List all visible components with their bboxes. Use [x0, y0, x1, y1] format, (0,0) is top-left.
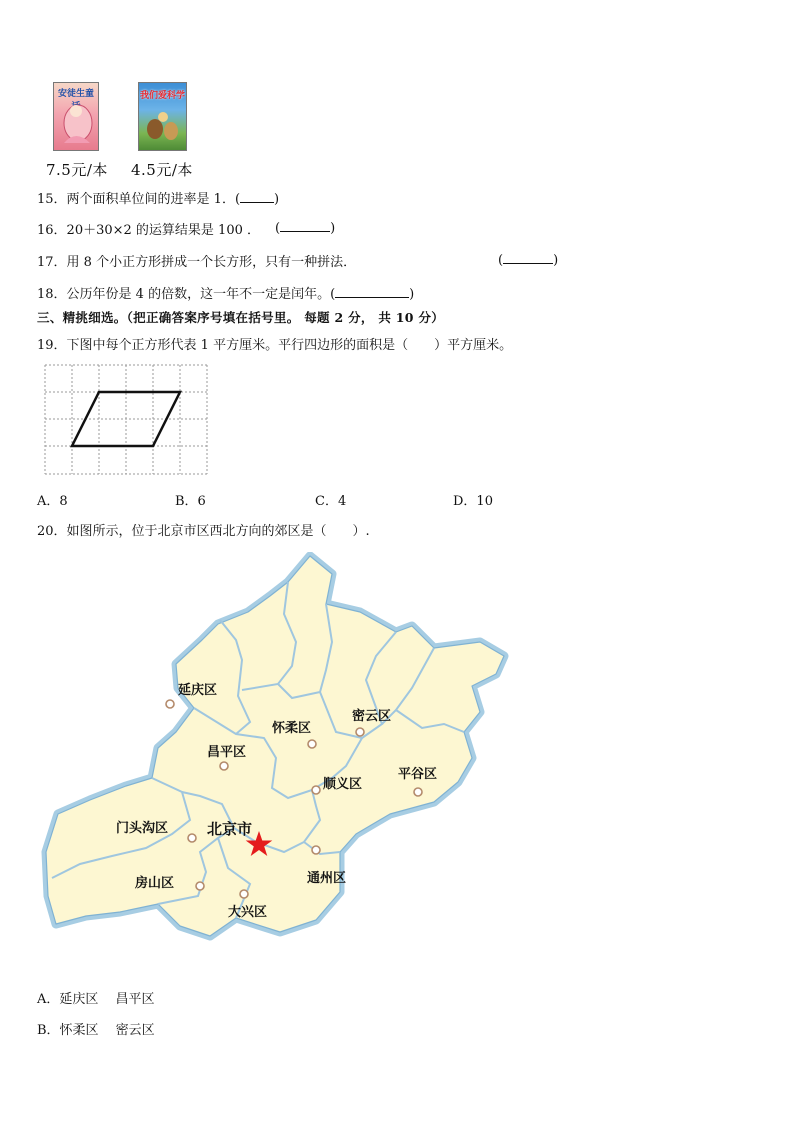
marker-huairou: [308, 740, 316, 748]
label-shunyi: 顺义区: [323, 777, 363, 792]
book-cover-title: 我们爱科学: [139, 91, 185, 101]
answer-blank[interactable]: [280, 219, 330, 232]
answer-blank[interactable]: [335, 285, 409, 298]
label-miyun: 密云区: [352, 709, 392, 724]
question-text: 用 8 个小正方形拼成一个长方形，只有一种拼法．: [66, 255, 357, 270]
option-b[interactable]: B．6: [175, 494, 206, 509]
open-paren: (: [498, 253, 504, 268]
question-19: 19．下图中每个正方形代表 1 平方厘米。平行四边形的面积是（ ）平方厘米。: [37, 338, 513, 353]
question-text: 20＋30×2 的运算结果是 100 ．: [66, 223, 261, 238]
question-text: 公历年份是 4 的倍数，这一年不一定是闰年。(: [66, 287, 336, 302]
book-cover-science: [138, 82, 187, 151]
option-b[interactable]: B．怀柔区 密云区: [37, 1023, 155, 1038]
question-16-answer: [275, 219, 335, 236]
close-paren: ): [553, 253, 559, 268]
fairy-illustration: [54, 83, 98, 150]
option-a[interactable]: A．延庆区 昌平区: [37, 992, 155, 1007]
marker-fangshan: [196, 882, 204, 890]
marker-miyun: [356, 728, 364, 736]
close-paren: ): [409, 287, 415, 302]
question-16: [37, 219, 260, 238]
answer-blank[interactable]: [503, 251, 553, 264]
question-number: 15．: [37, 192, 67, 207]
marker-pinggu: [414, 788, 422, 796]
question-18: [37, 283, 414, 302]
section-heading: 三、精挑细选。（把正确答案序号填在括号里。 每题 2 分， 共 10 分）: [37, 310, 445, 325]
close-paren: ): [330, 221, 336, 236]
marker-shunyi: [312, 786, 320, 794]
close-paren: ): [274, 192, 280, 207]
book-price-science: 4.5元/本: [131, 161, 193, 179]
beijing-district-map: [40, 552, 510, 977]
option-a[interactable]: A．8: [37, 494, 68, 509]
answer-blank[interactable]: [240, 190, 274, 203]
question-15: [37, 188, 279, 207]
label-fangshan: 房山区: [135, 876, 175, 891]
grid-parallelogram-figure: [44, 364, 210, 476]
question-text: 两个面积单位间的进率是 1．(: [66, 192, 241, 207]
question-number: 18．: [37, 287, 67, 302]
label-beijing: 北京市: [207, 820, 253, 838]
open-paren: (: [275, 221, 281, 236]
marker-mentougou: [188, 834, 196, 842]
question-17: [37, 251, 356, 270]
option-c[interactable]: C．4: [315, 494, 347, 509]
question-number: 16．: [37, 223, 67, 238]
label-changping: 昌平区: [207, 745, 247, 760]
question-20: 20．如图所示，位于北京市区西北方向的郊区是（ ）.: [37, 524, 370, 539]
question-number: 17．: [37, 255, 67, 270]
marker-changping: [220, 762, 228, 770]
label-daxing: 大兴区: [228, 905, 268, 920]
marker-tongzhou: [312, 846, 320, 854]
label-yanqing: 延庆区: [178, 683, 218, 698]
animals-illustration: [139, 83, 186, 150]
label-mentougou: 门头沟区: [116, 821, 169, 836]
book-price-andersen: 7.5元/本: [46, 161, 108, 179]
label-tongzhou: 通州区: [307, 871, 347, 886]
option-d[interactable]: D．10: [453, 494, 493, 509]
marker-yanqing: [166, 700, 174, 708]
book-cover-andersen: [53, 82, 99, 151]
book-cover-title: 安徒生童: [57, 89, 94, 99]
label-pinggu: 平谷区: [398, 767, 438, 782]
marker-daxing: [240, 890, 248, 898]
label-huairou: 怀柔区: [272, 721, 312, 736]
question-17-answer: [498, 251, 558, 268]
